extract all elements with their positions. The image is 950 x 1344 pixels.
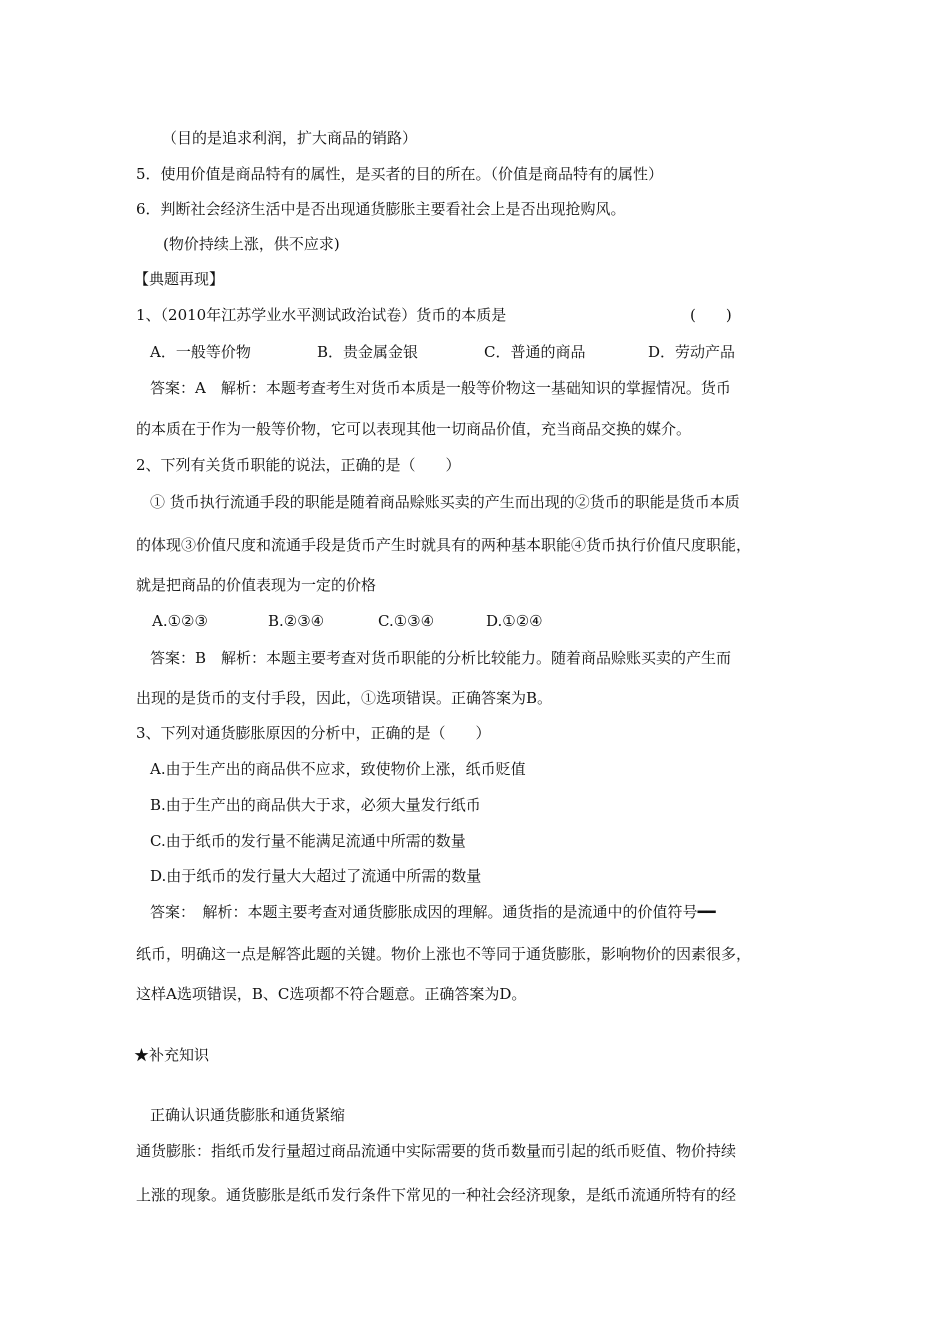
q1-option-a: A．一般等价物 (150, 343, 251, 361)
definition-inflation: 通货膨胀：指纸币发行量超过商品流通中实际需要的货币数量而引起的纸币贬值、物价持续 (136, 1142, 737, 1160)
answer-paren: ( ) (690, 306, 732, 324)
note-line: (物价持续上涨，供不应求) (163, 235, 340, 253)
subsection-title: 正确认识通货膨胀和通货紧缩 (150, 1106, 346, 1124)
q2-option-d: D.①②④ (486, 612, 543, 630)
section-heading-supplement: ★补充知识 (134, 1046, 210, 1064)
q1-option-d: D．劳动产品 (648, 343, 736, 361)
q1-answer: 答案：A 解析：本题考查考生对货币本质是一般等价物这一基础知识的掌握情况。货币 (150, 379, 731, 397)
question-2: 2、下列有关货币职能的说法，正确的是（ ） (136, 456, 461, 474)
note-line: （目的是追求利润，扩大商品的销路） (162, 129, 418, 147)
q3-option-c: C.由于纸币的发行量不能满足流通中所需的数量 (150, 832, 466, 850)
q3-answer-cont: 纸币，明确这一点是解答此题的关键。物价上涨也不等同于通货膨胀，影响物价的因素很多， (136, 945, 752, 963)
q3-option-b: B.由于生产出的商品供大于求，必须大量发行纸币 (150, 796, 481, 814)
q3-option-a: A.由于生产出的商品供不应求，致使物价上涨，纸币贬值 (150, 760, 526, 778)
section-heading-typical-questions: 【典题再现】 (134, 270, 225, 288)
q1-answer-cont: 的本质在于作为一般等价物，它可以表现其他一切商品价值，充当商品交换的媒介。 (136, 420, 692, 438)
q1-option-c: C．普通的商品 (484, 343, 586, 361)
q2-answer: 答案：B 解析：本题主要考查对货币职能的分析比较能力。随着商品赊账买卖的产生而 (150, 649, 732, 667)
definition-inflation-cont: 上涨的现象。通货膨胀是纸币发行条件下常见的一种社会经济现象，是纸币流通所特有的经 (136, 1186, 737, 1204)
q3-answer: 答案： 解析：本题主要考查对通货膨胀成因的理解。通货指的是流通中的价值符号━━ (150, 903, 716, 921)
statement-6: 6．判断社会经济生活中是否出现通货膨胀主要看社会上是否出现抢购风。 (136, 200, 626, 218)
q2-option-a: A.①②③ (152, 612, 208, 630)
statement-5: 5．使用价值是商品特有的属性，是买者的目的所在。（价值是商品特有的属性） (136, 165, 664, 183)
q2-answer-cont: 出现的是货币的支付手段，因此，①选项错误。正确答案为B。 (136, 689, 553, 707)
q2-statements-cont: 的体现③价值尺度和流通手段是货币产生时就具有的两种基本职能④货币执行价值尺度职能， (136, 536, 752, 554)
q2-option-b: B.②③④ (268, 612, 325, 630)
q3-answer-cont: 这样A选项错误，B、C选项都不符合题意。正确答案为D。 (136, 985, 527, 1003)
q3-option-d: D.由于纸币的发行量大大超过了流通中所需的数量 (150, 867, 482, 885)
q2-option-c: C.①③④ (378, 612, 435, 630)
question-1: 1、（2010年江苏学业水平测试政治试卷）货币的本质是 (136, 306, 507, 324)
q2-statements-cont: 就是把商品的价值表现为一定的价格 (136, 576, 377, 594)
q1-option-b: B．贵金属金银 (317, 343, 419, 361)
question-3: 3、下列对通货膨胀原因的分析中，正确的是（ ） (136, 724, 491, 742)
q2-statements: ① 货币执行流通手段的职能是随着商品赊账买卖的产生而出现的②货币的职能是货币本质 (150, 493, 740, 511)
